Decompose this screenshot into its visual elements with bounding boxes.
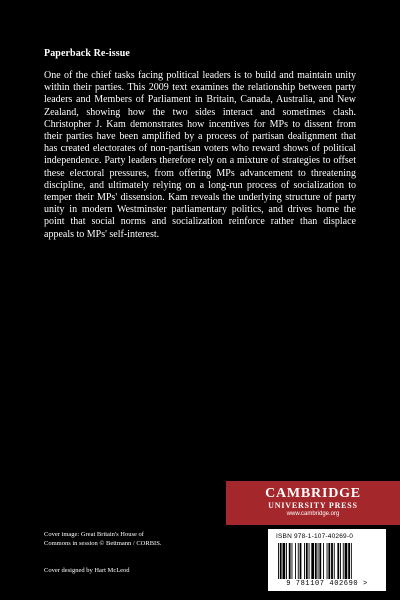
- book-description: One of the chief tasks facing political leaders is to build and maintain unity within their parties. This 2009 text examines the relationship between party leaders and Members of Parliament in Britain, Canada, Australia, and New Zealand, showing how the two sides interact and sometimes clash. Christopher J. Kam demonstrates how incentives for MPs to dissent from their parties have been amplified by a process of partisan dealignment that has created electorates of non-partisan voters who reward shows of political independence. Party leaders therefore rely on a mixture of strategies to offset these electoral pressures, from offering MPs advancement to threatening discipline, and ultimately relying on a long-run process of socialization to temper their MPs' dissension. Kam reveals the underlying structure of party unity in modern Westminster parliamentary politics, and drives home the point that social norms and socialization reinforce rather than displace appeals to MPs' self-interest.: [44, 70, 356, 240]
- barcode-digits: 9 781107 402690 >: [286, 580, 368, 588]
- barcode-bars: [278, 543, 378, 579]
- cover-image-credit-line-2: Commons in session © Bettmann / CORBIS.: [44, 540, 162, 547]
- publisher-subname: UNIVERSITY PRESS: [268, 501, 358, 510]
- cover-designer-credit: Cover designed by Hart McLeod: [44, 567, 130, 574]
- edition-heading: Paperback Re-issue: [44, 48, 130, 59]
- isbn-barcode: [268, 529, 386, 591]
- cover-image-credit: [44, 530, 161, 548]
- isbn-label: ISBN 978-1-107-40269-0: [276, 533, 354, 540]
- publisher-name: CAMBRIDGE: [265, 486, 361, 501]
- cover-image-credit-line-1: Cover image: Great Britain's House of: [44, 531, 144, 538]
- publisher-logo-block: [226, 481, 400, 525]
- publisher-url: www.cambridge.org: [286, 511, 340, 517]
